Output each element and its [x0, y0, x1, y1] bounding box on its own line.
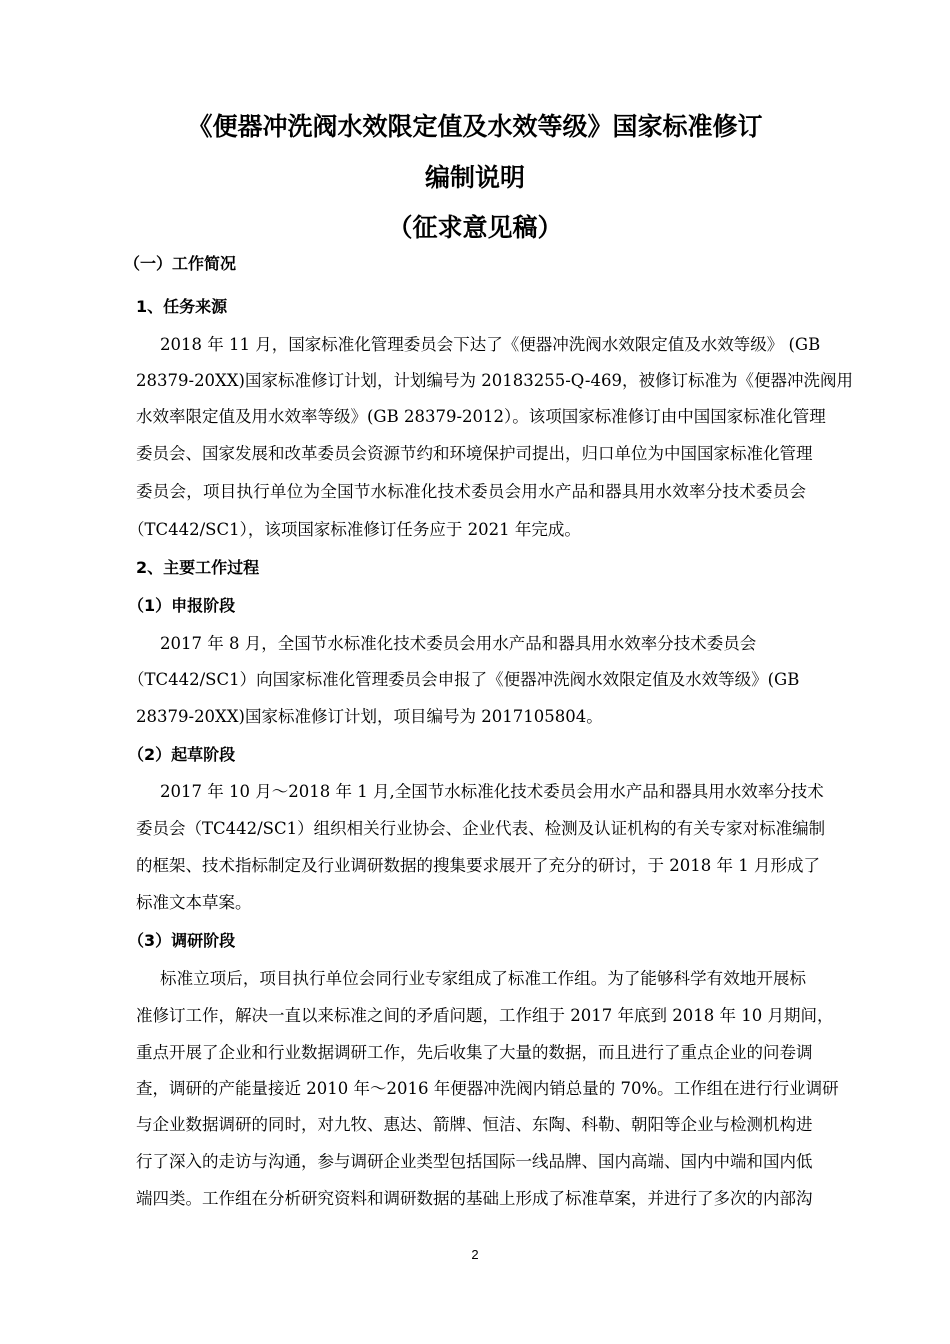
paragraph-line: 委员会（TC442/SC1）组织相关行业协会、企业代表、检测及认证机构的有关专家对标准编制 — [136, 819, 826, 838]
paragraph-line: 28379-20XX)国家标准修订计划，计划编号为 20183255-Q-469，被修订标准为《便器冲洗阀用 — [136, 371, 853, 390]
subsection-heading: 1、任务来源 — [136, 297, 228, 316]
paragraph-line: 委员会、国家发展和改革委员会资源节约和环境保护司提出，归口单位为中国国家标准化管理 — [136, 444, 813, 463]
section-heading: （一）工作简况 — [124, 254, 237, 273]
paragraph-line: 的框架、技术指标制定及行业调研数据的搜集要求展开了充分的研讨，于 2018 年 1 月形成了 — [136, 856, 820, 875]
stage-heading: （1）申报阶段 — [128, 596, 236, 615]
paragraph-line: 端四类。工作组在分析研究资料和调研数据的基础上形成了标准草案，并进行了多次的内部沟 — [136, 1189, 813, 1208]
stage-heading: （3）调研阶段 — [128, 931, 236, 950]
paragraph-line: 水效率限定值及用水效率等级》(GB 28379-2012）。该项国家标准修订由中国国家标准化管理 — [136, 407, 826, 426]
paragraph-line: （TC442/SC1）向国家标准化管理委员会申报了《便器冲洗阀水效限定值及水效等级》(GB — [128, 670, 800, 689]
paragraph-line: 标准文本草案。 — [136, 893, 252, 912]
document-title: 《便器冲洗阀水效限定值及水效等级》国家标准修订 — [187, 112, 763, 141]
paragraph-line: 标准立项后，项目执行单位会同行业专家组成了标准工作组。为了能够科学有效地开展标 — [160, 969, 806, 988]
paragraph-line: 行了深入的走访与沟通，参与调研企业类型包括国际一线品牌、国内高端、国内中端和国内低 — [136, 1152, 813, 1171]
paragraph-line: 2017 年 10 月～2018 年 1 月,全国节水标准化技术委员会用水产品和器具用水效率分技术 — [160, 782, 824, 801]
paragraph-line: 与企业数据调研的同时，对九牧、惠达、箭牌、恒洁、东陶、科勒、朝阳等企业与检测机构进 — [136, 1115, 813, 1134]
paragraph-line: 委员会，项目执行单位为全国节水标准化技术委员会用水产品和器具用水效率分技术委员会 — [136, 482, 806, 501]
subsection-heading: 2、主要工作过程 — [136, 558, 260, 577]
paragraph-line: 2017 年 8 月，全国节水标准化技术委员会用水产品和器具用水效率分技术委员会 — [160, 634, 757, 653]
stage-heading: （2）起草阶段 — [128, 745, 236, 764]
page-number: 2 — [471, 1247, 479, 1262]
paragraph-line: 28379-20XX)国家标准修订计划，项目编号为 2017105804。 — [136, 707, 603, 726]
draft-label: （征求意见稿） — [387, 213, 563, 242]
paragraph-line: 准修订工作，解决一直以来标准之间的矛盾问题，工作组于 2017 年底到 2018 年 10 月期间， — [136, 1006, 834, 1025]
document-subtitle: 编制说明 — [424, 163, 525, 192]
paragraph-line: 2018 年 11 月，国家标准化管理委员会下达了《便器冲洗阀水效限定值及水效等级》 (GB — [160, 335, 821, 354]
paragraph-line: （TC442/SC1），该项国家标准修订任务应于 2021 年完成。 — [128, 520, 581, 539]
paragraph-line: 重点开展了企业和行业数据调研工作，先后收集了大量的数据，而且进行了重点企业的问卷调 — [136, 1043, 813, 1062]
paragraph-line: 查，调研的产能量接近 2010 年～2016 年便器冲洗阀内销总量的 70%。工作组在进行行业调研 — [136, 1079, 839, 1098]
